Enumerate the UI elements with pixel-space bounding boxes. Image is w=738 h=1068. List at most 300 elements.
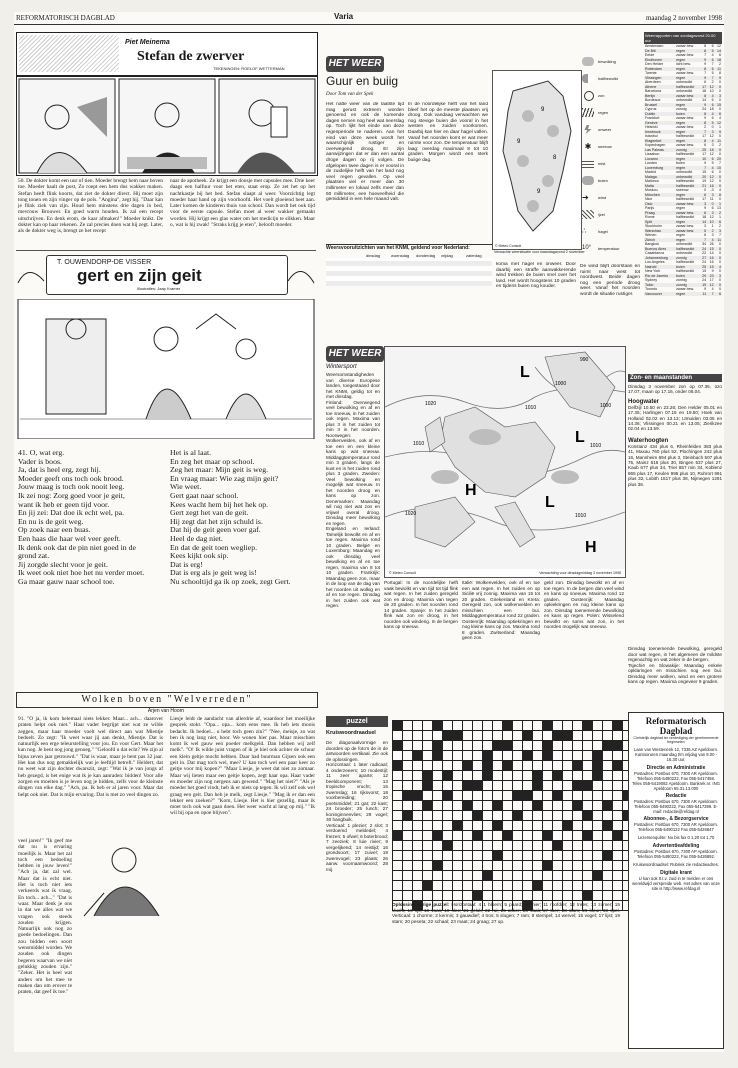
crossword-cell[interactable] <box>403 861 413 871</box>
crossword-cell[interactable] <box>443 761 453 771</box>
crossword-cell[interactable] <box>433 871 443 881</box>
crossword-cell[interactable] <box>473 791 483 801</box>
crossword-cell[interactable] <box>423 891 433 901</box>
crossword-cell[interactable] <box>463 781 473 791</box>
crossword-cell[interactable] <box>413 721 423 731</box>
crossword-cell[interactable] <box>463 851 473 861</box>
crossword-cell[interactable] <box>573 841 583 851</box>
crossword-cell[interactable] <box>463 751 473 761</box>
crossword-cell[interactable] <box>573 781 583 791</box>
crossword-cell[interactable] <box>563 881 573 891</box>
crossword-cell[interactable] <box>463 801 473 811</box>
crossword-cell[interactable] <box>403 791 413 801</box>
crossword-cell[interactable] <box>553 771 563 781</box>
crossword-cell[interactable] <box>563 781 573 791</box>
crossword-cell[interactable] <box>393 881 403 891</box>
crossword-cell[interactable] <box>423 861 433 871</box>
crossword-cell[interactable] <box>573 761 583 771</box>
crossword-cell[interactable] <box>523 791 533 801</box>
crossword-cell[interactable] <box>593 721 603 731</box>
crossword-cell[interactable] <box>603 851 613 861</box>
crossword-cell[interactable] <box>543 831 553 841</box>
crossword-cell[interactable] <box>443 791 453 801</box>
crossword-cell[interactable] <box>463 731 473 741</box>
crossword-cell[interactable] <box>533 841 543 851</box>
crossword-cell[interactable] <box>433 851 443 861</box>
crossword-cell[interactable] <box>393 731 403 741</box>
crossword-cell[interactable] <box>503 831 513 841</box>
crossword-cell[interactable] <box>573 861 583 871</box>
crossword-cell[interactable] <box>553 751 563 761</box>
crossword-cell[interactable] <box>413 861 423 871</box>
crossword-cell[interactable] <box>543 791 553 801</box>
crossword-cell[interactable] <box>513 851 523 861</box>
crossword-cell[interactable] <box>403 851 413 861</box>
crossword-cell[interactable] <box>403 761 413 771</box>
crossword-cell[interactable] <box>443 871 453 881</box>
crossword-cell[interactable] <box>423 871 433 881</box>
crossword-cell[interactable] <box>613 831 623 841</box>
crossword-cell[interactable] <box>513 761 523 771</box>
crossword-cell[interactable] <box>543 841 553 851</box>
crossword-cell[interactable] <box>453 741 463 751</box>
crossword-cell[interactable] <box>503 881 513 891</box>
crossword-cell[interactable] <box>413 801 423 811</box>
crossword-cell[interactable] <box>453 881 463 891</box>
crossword-cell[interactable] <box>583 801 593 811</box>
crossword-cell[interactable] <box>403 871 413 881</box>
crossword-cell[interactable] <box>413 831 423 841</box>
crossword-cell[interactable] <box>513 811 523 821</box>
crossword-cell[interactable] <box>533 821 543 831</box>
crossword-cell[interactable] <box>513 731 523 741</box>
crossword-cell[interactable] <box>473 861 483 871</box>
crossword-cell[interactable] <box>603 871 613 881</box>
crossword-cell[interactable] <box>573 871 583 881</box>
crossword-cell[interactable] <box>493 801 503 811</box>
crossword-cell[interactable] <box>543 741 553 751</box>
crossword-cell[interactable] <box>523 781 533 791</box>
crossword-cell[interactable] <box>413 841 423 851</box>
crossword-cell[interactable] <box>393 781 403 791</box>
crossword-cell[interactable] <box>523 801 533 811</box>
crossword-cell[interactable] <box>483 751 493 761</box>
crossword-cell[interactable] <box>573 821 583 831</box>
crossword-cell[interactable] <box>523 811 533 821</box>
crossword-cell[interactable] <box>583 731 593 741</box>
crossword-cell[interactable] <box>543 811 553 821</box>
crossword-cell[interactable] <box>443 801 453 811</box>
crossword-cell[interactable] <box>533 751 543 761</box>
crossword-cell[interactable] <box>503 741 513 751</box>
crossword-cell[interactable] <box>593 791 603 801</box>
crossword-cell[interactable] <box>603 791 613 801</box>
crossword-cell[interactable] <box>503 761 513 771</box>
crossword-cell[interactable] <box>433 761 443 771</box>
crossword-cell[interactable] <box>423 731 433 741</box>
crossword-cell[interactable] <box>533 721 543 731</box>
crossword-cell[interactable] <box>553 831 563 841</box>
crossword-cell[interactable] <box>483 861 493 871</box>
crossword-cell[interactable] <box>593 741 603 751</box>
crossword-cell[interactable] <box>473 891 483 901</box>
crossword-cell[interactable] <box>503 791 513 801</box>
crossword-cell[interactable] <box>503 731 513 741</box>
crossword-cell[interactable] <box>613 811 623 821</box>
crossword-cell[interactable] <box>443 841 453 851</box>
crossword-cell[interactable] <box>573 721 583 731</box>
crossword-cell[interactable] <box>543 821 553 831</box>
crossword-cell[interactable] <box>493 841 503 851</box>
crossword-cell[interactable] <box>493 721 503 731</box>
crossword-cell[interactable] <box>583 881 593 891</box>
crossword-cell[interactable] <box>503 851 513 861</box>
crossword-cell[interactable] <box>613 841 623 851</box>
crossword-cell[interactable] <box>403 741 413 751</box>
crossword-cell[interactable] <box>513 821 523 831</box>
crossword-cell[interactable] <box>613 781 623 791</box>
crossword-cell[interactable] <box>503 861 513 871</box>
crossword-cell[interactable] <box>553 721 563 731</box>
crossword-cell[interactable] <box>493 751 503 761</box>
crossword-cell[interactable] <box>613 821 623 831</box>
crossword-cell[interactable] <box>403 771 413 781</box>
crossword-cell[interactable] <box>473 731 483 741</box>
crossword-cell[interactable] <box>603 771 613 781</box>
crossword-cell[interactable] <box>473 781 483 791</box>
crossword-cell[interactable] <box>533 881 543 891</box>
crossword-cell[interactable] <box>503 721 513 731</box>
crossword-cell[interactable] <box>413 731 423 741</box>
crossword-cell[interactable] <box>613 771 623 781</box>
crossword-cell[interactable] <box>573 731 583 741</box>
crossword-cell[interactable] <box>613 791 623 801</box>
crossword-cell[interactable] <box>453 831 463 841</box>
crossword-cell[interactable] <box>523 721 533 731</box>
crossword-cell[interactable] <box>533 781 543 791</box>
crossword-cell[interactable] <box>573 751 583 761</box>
crossword-cell[interactable] <box>403 891 413 901</box>
crossword-cell[interactable] <box>583 771 593 781</box>
crossword-cell[interactable] <box>563 841 573 851</box>
crossword-cell[interactable] <box>453 721 463 731</box>
crossword-cell[interactable] <box>583 781 593 791</box>
crossword-cell[interactable] <box>603 761 613 771</box>
crossword-cell[interactable] <box>473 741 483 751</box>
crossword-cell[interactable] <box>543 761 553 771</box>
crossword-cell[interactable] <box>553 891 563 901</box>
crossword-cell[interactable] <box>613 741 623 751</box>
crossword-cell[interactable] <box>493 851 503 861</box>
crossword-cell[interactable] <box>493 891 503 901</box>
crossword-cell[interactable] <box>503 841 513 851</box>
crossword-cell[interactable] <box>503 871 513 881</box>
crossword-cell[interactable] <box>603 801 613 811</box>
crossword-cell[interactable] <box>483 781 493 791</box>
crossword-cell[interactable] <box>603 821 613 831</box>
crossword-cell[interactable] <box>593 861 603 871</box>
crossword-cell[interactable] <box>603 751 613 761</box>
crossword-cell[interactable] <box>613 761 623 771</box>
crossword-cell[interactable] <box>413 761 423 771</box>
crossword-cell[interactable] <box>393 831 403 841</box>
crossword-cell[interactable] <box>473 761 483 771</box>
crossword-cell[interactable] <box>433 801 443 811</box>
crossword-cell[interactable] <box>593 881 603 891</box>
crossword-cell[interactable] <box>573 771 583 781</box>
crossword-cell[interactable] <box>593 731 603 741</box>
crossword-cell[interactable] <box>533 731 543 741</box>
crossword-cell[interactable] <box>523 881 533 891</box>
crossword-cell[interactable] <box>483 771 493 781</box>
crossword-cell[interactable] <box>453 791 463 801</box>
crossword-cell[interactable] <box>563 721 573 731</box>
crossword-cell[interactable] <box>503 751 513 761</box>
crossword-cell[interactable] <box>613 751 623 761</box>
crossword-cell[interactable] <box>423 791 433 801</box>
crossword-cell[interactable] <box>393 801 403 811</box>
crossword-cell[interactable] <box>493 781 503 791</box>
crossword-cell[interactable] <box>513 881 523 891</box>
crossword-cell[interactable] <box>413 781 423 791</box>
crossword-cell[interactable] <box>573 811 583 821</box>
crossword-cell[interactable] <box>433 881 443 891</box>
crossword-cell[interactable] <box>603 741 613 751</box>
crossword-cell[interactable] <box>543 891 553 901</box>
crossword-cell[interactable] <box>593 761 603 771</box>
crossword-cell[interactable] <box>523 731 533 741</box>
crossword-cell[interactable] <box>493 811 503 821</box>
crossword-cell[interactable] <box>603 781 613 791</box>
crossword-cell[interactable] <box>583 791 593 801</box>
crossword-cell[interactable] <box>523 891 533 901</box>
crossword-cell[interactable] <box>483 731 493 741</box>
crossword-cell[interactable] <box>513 891 523 901</box>
crossword-cell[interactable] <box>493 791 503 801</box>
crossword-cell[interactable] <box>503 821 513 831</box>
crossword-cell[interactable] <box>413 751 423 761</box>
crossword-cell[interactable] <box>423 841 433 851</box>
crossword-cell[interactable] <box>443 821 453 831</box>
crossword-cell[interactable] <box>603 841 613 851</box>
crossword-cell[interactable] <box>423 811 433 821</box>
crossword-cell[interactable] <box>453 751 463 761</box>
crossword-cell[interactable] <box>563 751 573 761</box>
crossword-cell[interactable] <box>563 871 573 881</box>
crossword-cell[interactable] <box>513 741 523 751</box>
crossword-cell[interactable] <box>603 881 613 891</box>
crossword-cell[interactable] <box>593 781 603 791</box>
crossword-cell[interactable] <box>403 751 413 761</box>
crossword-cell[interactable] <box>613 851 623 861</box>
crossword-cell[interactable] <box>553 821 563 831</box>
crossword-cell[interactable] <box>523 741 533 751</box>
crossword-cell[interactable] <box>433 741 443 751</box>
crossword-cell[interactable] <box>433 831 443 841</box>
crossword-cell[interactable] <box>543 801 553 811</box>
crossword-cell[interactable] <box>503 891 513 901</box>
crossword-cell[interactable] <box>593 831 603 841</box>
crossword-cell[interactable] <box>573 851 583 861</box>
crossword-cell[interactable] <box>543 771 553 781</box>
crossword-cell[interactable] <box>453 781 463 791</box>
crossword-cell[interactable] <box>553 741 563 751</box>
crossword-cell[interactable] <box>613 731 623 741</box>
crossword-cell[interactable] <box>443 831 453 841</box>
crossword-cell[interactable] <box>483 871 493 881</box>
crossword-cell[interactable] <box>423 751 433 761</box>
crossword-cell[interactable] <box>513 841 523 851</box>
crossword-cell[interactable] <box>573 791 583 801</box>
crossword-cell[interactable] <box>563 801 573 811</box>
crossword-cell[interactable] <box>423 741 433 751</box>
crossword-cell[interactable] <box>443 881 453 891</box>
crossword-cell[interactable] <box>523 871 533 881</box>
crossword-cell[interactable] <box>533 811 543 821</box>
crossword-cell[interactable] <box>553 731 563 741</box>
crossword-cell[interactable] <box>553 851 563 861</box>
crossword-cell[interactable] <box>523 761 533 771</box>
crossword-cell[interactable] <box>393 821 403 831</box>
crossword-cell[interactable] <box>493 831 503 841</box>
crossword-cell[interactable] <box>523 851 533 861</box>
crossword-cell[interactable] <box>593 851 603 861</box>
crossword-cell[interactable] <box>483 801 493 811</box>
crossword-cell[interactable] <box>473 831 483 841</box>
crossword-cell[interactable] <box>413 891 423 901</box>
crossword-cell[interactable] <box>503 771 513 781</box>
crossword-cell[interactable] <box>393 761 403 771</box>
crossword-cell[interactable] <box>533 761 543 771</box>
crossword-cell[interactable] <box>613 881 623 891</box>
crossword-cell[interactable] <box>563 791 573 801</box>
crossword-cell[interactable] <box>403 721 413 731</box>
crossword-cell[interactable] <box>493 861 503 871</box>
crossword-cell[interactable] <box>393 771 403 781</box>
crossword-cell[interactable] <box>533 791 543 801</box>
crossword-cell[interactable] <box>543 751 553 761</box>
crossword-cell[interactable] <box>463 821 473 831</box>
crossword-cell[interactable] <box>513 751 523 761</box>
crossword-cell[interactable] <box>433 781 443 791</box>
crossword-cell[interactable] <box>453 761 463 771</box>
crossword-cell[interactable] <box>583 741 593 751</box>
crossword-cell[interactable] <box>483 741 493 751</box>
crossword-cell[interactable] <box>413 811 423 821</box>
crossword-cell[interactable] <box>563 761 573 771</box>
crossword-cell[interactable] <box>553 861 563 871</box>
crossword-cell[interactable] <box>423 851 433 861</box>
crossword-cell[interactable] <box>463 871 473 881</box>
crossword-cell[interactable] <box>433 731 443 741</box>
crossword-cell[interactable] <box>533 851 543 861</box>
crossword-cell[interactable] <box>543 861 553 871</box>
crossword-cell[interactable] <box>543 781 553 791</box>
crossword-cell[interactable] <box>513 791 523 801</box>
crossword-cell[interactable] <box>453 811 463 821</box>
crossword-cell[interactable] <box>403 841 413 851</box>
crossword-cell[interactable] <box>553 761 563 771</box>
crossword-cell[interactable] <box>433 751 443 761</box>
crossword-cell[interactable] <box>593 771 603 781</box>
crossword-cell[interactable] <box>443 861 453 871</box>
crossword-cell[interactable] <box>433 821 443 831</box>
crossword-cell[interactable] <box>613 861 623 871</box>
crossword-cell[interactable] <box>403 831 413 841</box>
crossword-cell[interactable] <box>533 871 543 881</box>
crossword-cell[interactable] <box>473 811 483 821</box>
crossword-cell[interactable] <box>453 731 463 741</box>
crossword-cell[interactable] <box>493 731 503 741</box>
crossword-cell[interactable] <box>483 821 493 831</box>
crossword-cell[interactable] <box>583 831 593 841</box>
crossword-cell[interactable] <box>533 891 543 901</box>
crossword-cell[interactable] <box>603 831 613 841</box>
crossword-cell[interactable] <box>513 871 523 881</box>
crossword-cell[interactable] <box>403 821 413 831</box>
crossword-cell[interactable] <box>513 771 523 781</box>
crossword-cell[interactable] <box>473 841 483 851</box>
crossword-cell[interactable] <box>433 891 443 901</box>
crossword-cell[interactable] <box>603 861 613 871</box>
crossword-cell[interactable] <box>563 891 573 901</box>
crossword-cell[interactable] <box>473 821 483 831</box>
crossword-cell[interactable] <box>423 721 433 731</box>
crossword-cell[interactable] <box>513 781 523 791</box>
crossword-cell[interactable] <box>483 841 493 851</box>
crossword-cell[interactable] <box>523 821 533 831</box>
crossword-cell[interactable] <box>563 821 573 831</box>
crossword-cell[interactable] <box>463 771 473 781</box>
crossword-cell[interactable] <box>593 751 603 761</box>
crossword-cell[interactable] <box>453 851 463 861</box>
crossword-cell[interactable] <box>493 741 503 751</box>
crossword-cell[interactable] <box>433 841 443 851</box>
crossword-cell[interactable] <box>413 791 423 801</box>
crossword-cell[interactable] <box>393 861 403 871</box>
crossword-cell[interactable] <box>553 811 563 821</box>
crossword-cell[interactable] <box>593 821 603 831</box>
crossword-cell[interactable] <box>443 781 453 791</box>
crossword-cell[interactable] <box>473 751 483 761</box>
crossword-cell[interactable] <box>453 801 463 811</box>
crossword-cell[interactable] <box>563 851 573 861</box>
crossword-cell[interactable] <box>473 721 483 731</box>
crossword-cell[interactable] <box>543 871 553 881</box>
crossword-cell[interactable] <box>563 741 573 751</box>
crossword-cell[interactable] <box>583 721 593 731</box>
crossword-cell[interactable] <box>583 861 593 871</box>
crossword-cell[interactable] <box>423 881 433 891</box>
crossword-cell[interactable] <box>573 741 583 751</box>
crossword-cell[interactable] <box>533 861 543 871</box>
crossword-cell[interactable] <box>493 771 503 781</box>
crossword-cell[interactable] <box>453 871 463 881</box>
crossword-cell[interactable] <box>463 861 473 871</box>
crossword-cell[interactable] <box>463 721 473 731</box>
crossword-cell[interactable] <box>563 731 573 741</box>
crossword-cell[interactable] <box>463 831 473 841</box>
crossword-cell[interactable] <box>423 801 433 811</box>
crossword-cell[interactable] <box>423 821 433 831</box>
crossword-cell[interactable] <box>433 791 443 801</box>
crossword-cell[interactable] <box>483 761 493 771</box>
crossword-cell[interactable] <box>553 841 563 851</box>
crossword-cell[interactable] <box>443 811 453 821</box>
crossword-cell[interactable] <box>593 801 603 811</box>
crossword-cell[interactable] <box>463 741 473 751</box>
crossword-cell[interactable] <box>583 841 593 851</box>
